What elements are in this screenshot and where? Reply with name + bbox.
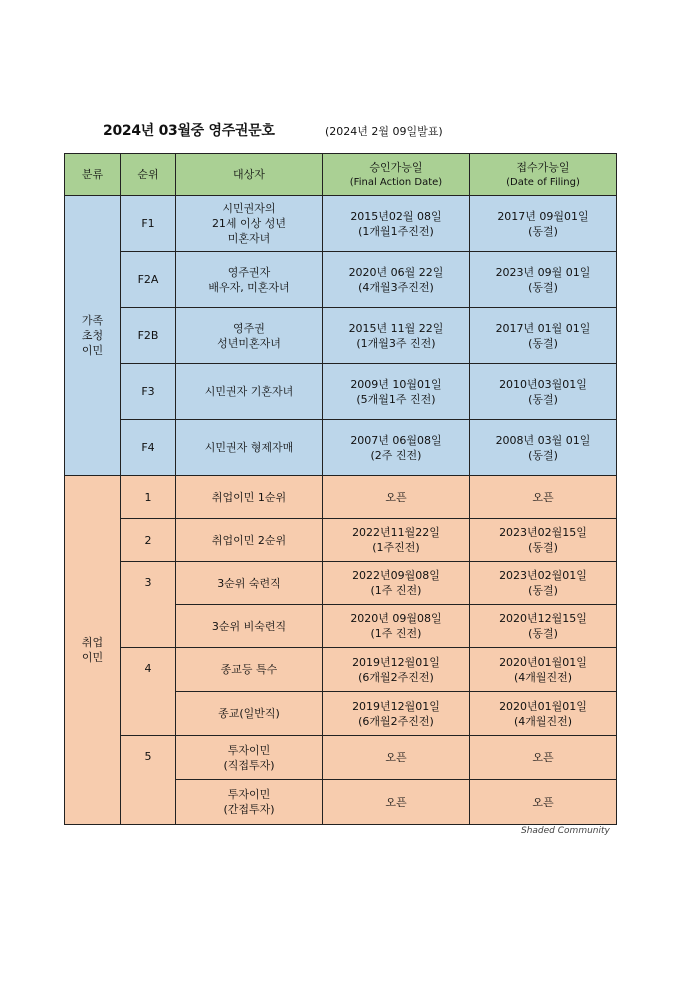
filing-cell: 2017년 09월01일 (동결) xyxy=(470,196,617,252)
category-employment: 취업 이민 xyxy=(65,476,121,825)
target-cell: 취업이민 1순위 xyxy=(176,476,323,519)
table-row xyxy=(65,308,617,364)
target-cell: 취업이민 2순위 xyxy=(176,519,323,562)
table-row xyxy=(65,736,617,780)
rank-cell: 5 xyxy=(121,736,176,825)
rank-cell: F2A xyxy=(121,252,176,308)
visa-bulletin-table xyxy=(64,153,617,825)
footnote: Shaded Community xyxy=(521,826,610,836)
header-target: 대상자 xyxy=(176,154,323,196)
final-action-cell: 2007년 06월08일 (2주 진전) xyxy=(323,420,470,476)
target-cell: 투자이민 (직접투자) xyxy=(176,736,323,780)
header-row xyxy=(65,154,617,196)
filing-cell: 2020년01월01일 (4개월진전) xyxy=(470,692,617,736)
target-cell: 3순위 비숙련직 xyxy=(176,605,323,648)
filing-cell: 오픈 xyxy=(470,780,617,825)
header-category: 분류 xyxy=(65,154,121,196)
final-action-cell: 오픈 xyxy=(323,736,470,780)
rank-cell: 1 xyxy=(121,476,176,519)
filing-cell: 2010년03월01일 (동결) xyxy=(470,364,617,420)
filing-cell: 2020년12월15일 (동결) xyxy=(470,605,617,648)
page-title: 2024년 03월중 영주권문호 xyxy=(103,123,275,139)
filing-cell: 2008년 03월 01일 (동결) xyxy=(470,420,617,476)
filing-cell: 오픈 xyxy=(470,736,617,780)
target-cell: 영주권자 배우자, 미혼자녀 xyxy=(176,252,323,308)
final-action-cell: 2015년 11월 22일 (1개월3주 진전) xyxy=(323,308,470,364)
rank-cell: F4 xyxy=(121,420,176,476)
target-cell: 종교(일반직) xyxy=(176,692,323,736)
final-action-cell: 오픈 xyxy=(323,780,470,825)
target-cell: 시민권자의 21세 이상 성년 미혼자녀 xyxy=(176,196,323,252)
target-cell: 영주권 성년미혼자녀 xyxy=(176,308,323,364)
final-action-cell: 2009년 10월01일 (5개월1주 진전) xyxy=(323,364,470,420)
rank-cell: F2B xyxy=(121,308,176,364)
header-final-action: 승인가능일 (Final Action Date) xyxy=(323,154,470,196)
target-cell: 투자이민 (간접투자) xyxy=(176,780,323,825)
table-row xyxy=(65,519,617,562)
final-action-cell: 2022년09월08일 (1주 진전) xyxy=(323,562,470,605)
rank-cell: 2 xyxy=(121,519,176,562)
filing-cell: 2023년02월15일 (동결) xyxy=(470,519,617,562)
target-cell: 3순위 숙련직 xyxy=(176,562,323,605)
filing-cell: 2017년 01월 01일 (동결) xyxy=(470,308,617,364)
final-action-cell: 2020년 06월 22일 (4개월3주진전) xyxy=(323,252,470,308)
table-row xyxy=(65,420,617,476)
rank-cell: F3 xyxy=(121,364,176,420)
table-row xyxy=(65,252,617,308)
category-family: 가족 초청 이민 xyxy=(65,196,121,476)
table-row xyxy=(65,562,617,605)
rank-cell: 4 xyxy=(121,648,176,736)
table-row xyxy=(65,648,617,692)
final-action-cell: 2019년12월01일 (6개월2주진전) xyxy=(323,692,470,736)
announcement-date: (2024년 2월 09일발표) xyxy=(325,125,443,138)
filing-cell: 2023년02월01일 (동결) xyxy=(470,562,617,605)
final-action-cell: 2020년 09월08일 (1주 진전) xyxy=(323,605,470,648)
rank-cell: F1 xyxy=(121,196,176,252)
table-row xyxy=(65,364,617,420)
target-cell: 시민권자 형제자매 xyxy=(176,420,323,476)
final-action-cell: 2019년12월01일 (6개월2주진전) xyxy=(323,648,470,692)
filing-cell: 2023년 09월 01일 (동결) xyxy=(470,252,617,308)
target-cell: 종교등 특수 xyxy=(176,648,323,692)
final-action-cell: 2015년02월 08일 (1개월1주진전) xyxy=(323,196,470,252)
rank-cell: 3 xyxy=(121,562,176,648)
filing-cell: 2020년01월01일 (4개월진전) xyxy=(470,648,617,692)
table-row xyxy=(65,196,617,252)
filing-cell: 오픈 xyxy=(470,476,617,519)
header-rank: 순위 xyxy=(121,154,176,196)
final-action-cell: 오픈 xyxy=(323,476,470,519)
final-action-cell: 2022년11월22일 (1주진전) xyxy=(323,519,470,562)
table-row xyxy=(65,476,617,519)
header-filing: 접수가능일 (Date of Filing) xyxy=(470,154,617,196)
target-cell: 시민권자 기혼자녀 xyxy=(176,364,323,420)
